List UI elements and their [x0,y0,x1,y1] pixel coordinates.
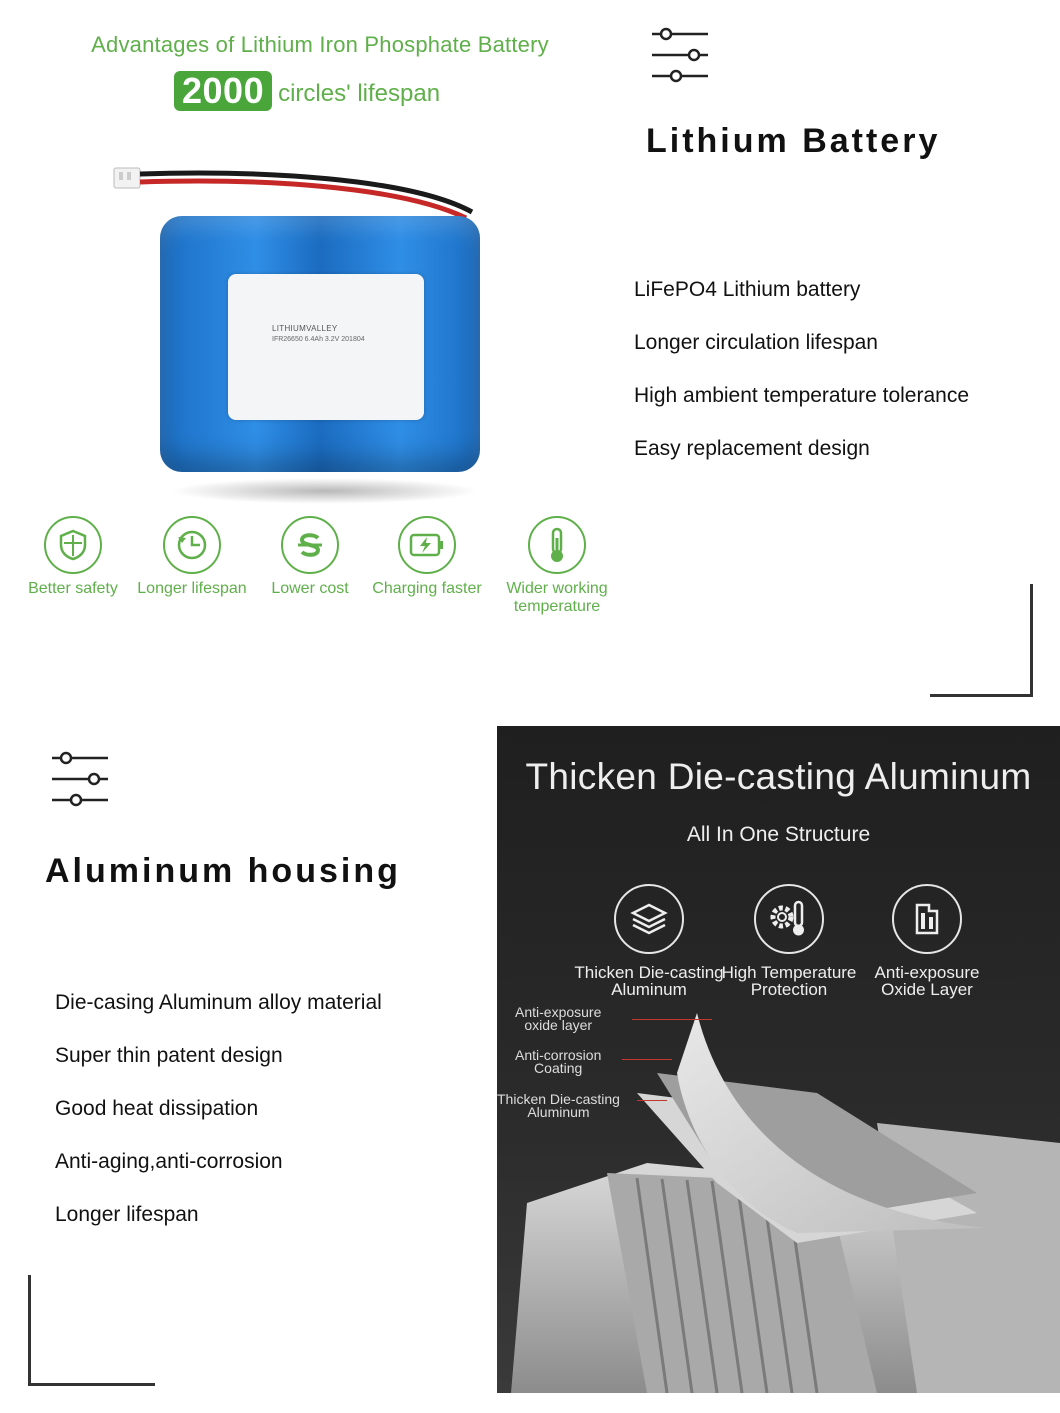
battery-promo-image [0,0,620,640]
feature-label: Lower cost [271,580,349,597]
label-brand: LITHIUMVALLEY [272,324,338,333]
list-item: High ambient temperature tolerance [634,384,970,407]
list-item: Longer lifespan [55,1203,199,1226]
cycles-number: 2000 [174,71,272,111]
panel-feature-label: Protection [750,980,828,999]
panel-subtitle: All In One Structure [686,823,871,846]
thermometer-icon [528,516,586,574]
battery-illustration [110,160,500,510]
list-item: Anti-aging,anti-corrosion [55,1150,283,1173]
aluminum-structure-image [497,726,1060,1393]
cycles-banner [174,70,440,112]
feature-label: Charging faster [372,580,482,597]
shield-icon [44,516,102,574]
list-item: Easy replacement design [634,437,870,460]
list-item: Good heat dissipation [55,1097,259,1120]
sliders-icon [50,750,112,808]
list-item: LiFePO4 Lithium battery [634,278,861,301]
feature-label: Longer lifespan [137,580,247,597]
layer-label: Thicken Die-casting [497,1091,620,1107]
battery-charging-icon [398,516,456,574]
layer-pointer [632,1019,712,1020]
layer-label: oxide layer [524,1017,593,1033]
lithium-section-title: Lithium Battery [646,122,941,160]
feature-longer-lifespan [127,516,257,598]
panel-icon [892,884,962,954]
feature-better-safety [8,516,138,598]
sliders-icon [650,26,712,84]
layer-label: Anti-exposure [515,1004,602,1020]
gear-thermometer-icon [754,884,824,954]
clock-icon [163,516,221,574]
aluminum-layers-illustration [497,973,1060,1393]
corner-bracket-decoration [930,584,1033,697]
panel-feature-label: High Temperature [721,963,857,982]
corner-bracket-decoration [28,1275,155,1386]
feature-label: Wider working temperature [506,580,608,615]
label-spec: IFR26650 6.4Ah 3.2V 201804 [272,336,365,343]
feature-wider-temperature [492,516,622,616]
feature-label: Better safety [28,580,118,597]
list-item: Super thin patent design [55,1044,283,1067]
battery-label [228,274,424,420]
layer-pointer [637,1100,667,1101]
lithium-feature-list [634,277,969,489]
list-item: Die-casing Aluminum alloy material [55,991,382,1014]
layer-pointer [622,1059,672,1060]
panel-feature-label: Aluminum [611,980,687,999]
layer-label: Aluminum [527,1104,590,1120]
promo-headline: Advantages of Lithium Iron Phosphate Battery [91,32,549,57]
layer-label: Anti-corrosion [515,1047,602,1063]
panel-feature-label: Oxide Layer [881,980,973,999]
feature-charging-faster [362,516,492,598]
layer-label: Coating [534,1060,583,1076]
cycles-text: circles' lifespan [278,80,441,107]
aluminum-feature-list [55,990,382,1255]
list-item: Longer circulation lifespan [634,331,878,354]
panel-feature-label: Anti-exposure [874,963,980,982]
panel-feature-label: Thicken Die-casting [574,963,724,982]
panel-title: Thicken Die-casting Aluminum [525,756,1032,797]
feature-lower-cost [245,516,375,598]
battery-shadow [170,478,480,504]
layers-icon [614,884,684,954]
aluminum-section-title: Aluminum housing [45,852,401,890]
dollar-icon [281,516,339,574]
